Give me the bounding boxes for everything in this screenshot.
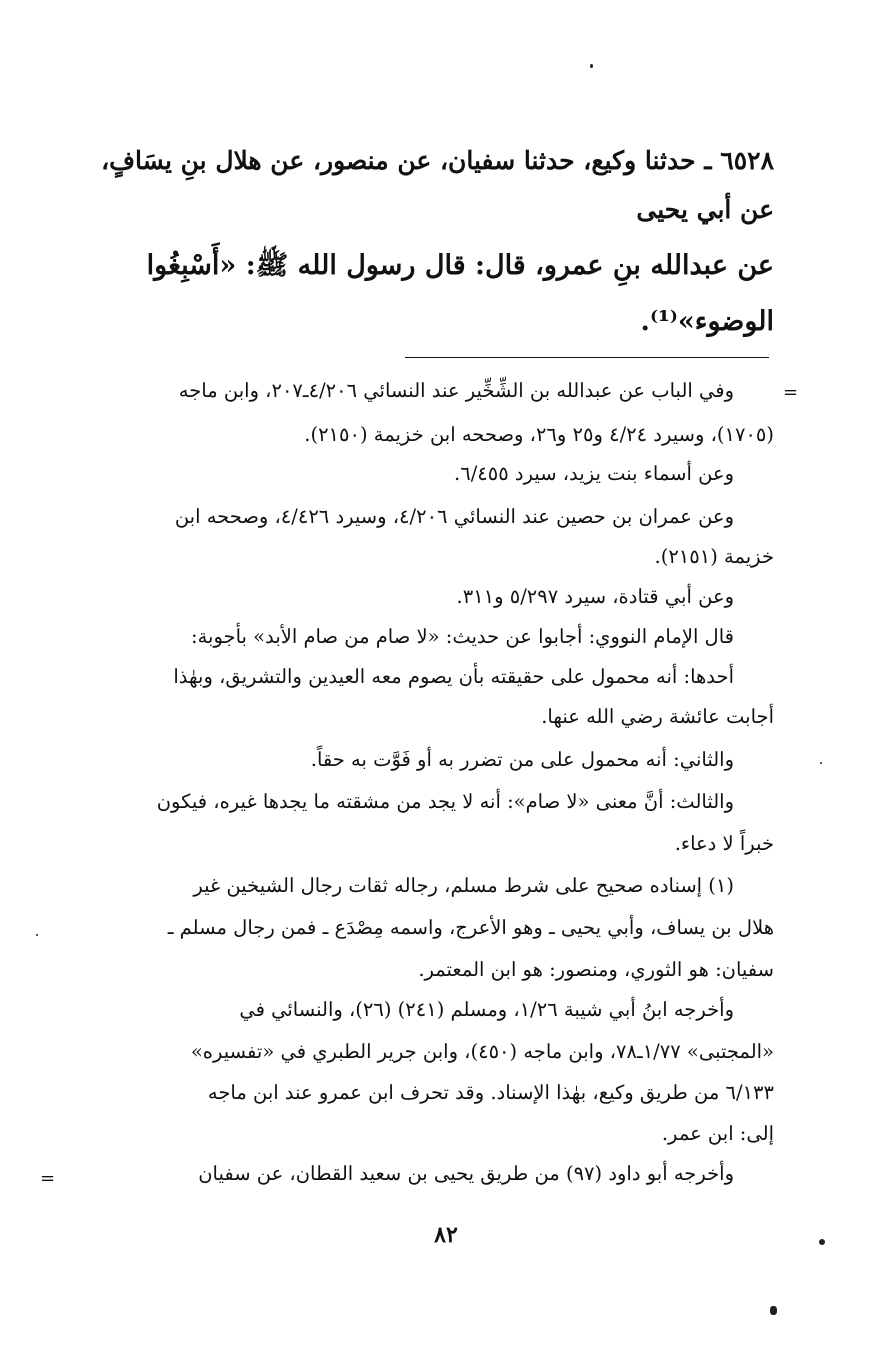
- note-line-3: وعن أسماء بنت يزيد، سيرد ٦/٤٥٥.: [454, 462, 734, 485]
- footnote-divider: [405, 357, 769, 358]
- footnote-1-line-8: وأخرجه أبو داود (٩٧) من طريق يحيى بن سعيد القطان، عن سفيان: [198, 1162, 734, 1185]
- footnote-1-line-2: هلال بن يساف، وأبي يحيى ـ وهو الأعرج، واسمه مِصْدَع ـ فمن رجال مسلم ـ: [167, 916, 774, 939]
- footnote-1-line-7: إلى: ابن عمر.: [661, 1122, 774, 1145]
- note-line-7: قال الإمام النووي: أجابوا عن حديث: «لا صام من صام الأبد» بأجوبة:: [191, 625, 734, 648]
- note-line-6: وعن أبي قتادة، سيرد ٥/٢٩٧ و٣١١.: [456, 585, 734, 608]
- note-line-8: أحدها: أنه محمول على حقيقته بأن يصوم معه العيدين والتشريق، وبهٰذا: [173, 665, 734, 688]
- note-line-2: (١٧٠٥)، وسيرد ٤/٢٤ و٢٥ و٢٦، وصححه ابن خزيمة (٢١٥٠).: [304, 423, 774, 446]
- note-line-10: والثاني: أنه محمول على من تضرر به أو فَوَّت به حقاً.: [310, 748, 734, 771]
- footnote-1-line-1: (١) إسناده صحيح على شرط مسلم، رجاله ثقات رجال الشيخين غير: [193, 874, 734, 897]
- footnote-1-line-3: سفيان: هو الثوري، ومنصور: هو ابن المعتمر.: [418, 958, 774, 981]
- scan-speck: [820, 762, 822, 764]
- scan-speck: [770, 1306, 777, 1315]
- note-line-11: والثالث: أنَّ معنى «لا صام»: أنه لا يجد من مشقته ما يجدها غيره، فيكون: [156, 790, 734, 813]
- hadith-line-3: عن عبدالله بنِ عمرو، قال: قال رسول الله ﷺ: «أَسْبِغُوا: [146, 250, 774, 281]
- note-line-4: وعن عمران بن حصين عند النسائي ٤/٢٠٦، وسيرد ٤/٤٢٦، وصححه ابن: [174, 505, 734, 528]
- footnote-1-line-4: وأخرجه ابنُ أبي شيبة ١/٢٦، ومسلم (٢٤١) (٢٦)، والنسائي في: [239, 998, 734, 1021]
- note-line-1: وفي الباب عن عبدالله بن الشِّخِّير عند النسائي ٤/٢٠٦ـ٢٠٧، وابن ماجه: [178, 379, 734, 402]
- continuation-mark-bottom: =: [40, 1168, 56, 1189]
- footnote-1-line-5: «المجتبى» ١/٧٧ـ٧٨، وابن ماجه (٤٥٠)، وابن جرير الطبري في «تفسيره»: [190, 1040, 774, 1063]
- hadith-line-4: الوضوء»⁽¹⁾.: [640, 306, 774, 337]
- hadith-line-1: ٦٥٢٨ ـ حدثنا وكيع، حدثنا سفيان، عن منصور، عن هلال بنِ يسَافٍ،: [101, 146, 774, 175]
- note-line-9: أجابت عائشة رضي الله عنها.: [541, 705, 774, 728]
- scan-speck: [36, 934, 38, 936]
- hadith-line-2: عن أبي يحيى: [636, 195, 774, 224]
- page-number: ٨٢: [434, 1222, 458, 1248]
- note-line-5: خزيمة (٢١٥١).: [654, 545, 774, 568]
- scan-speck: [819, 1239, 825, 1245]
- note-line-12: خبراً لا دعاء.: [674, 832, 774, 855]
- continuation-mark-top: =: [783, 382, 799, 403]
- scan-speck: [590, 64, 593, 68]
- footnote-1-line-6: ٦/١٣٣ من طريق وكيع، بهٰذا الإسناد. وقد تحرف ابن عمرو عند ابن ماجه: [207, 1081, 774, 1104]
